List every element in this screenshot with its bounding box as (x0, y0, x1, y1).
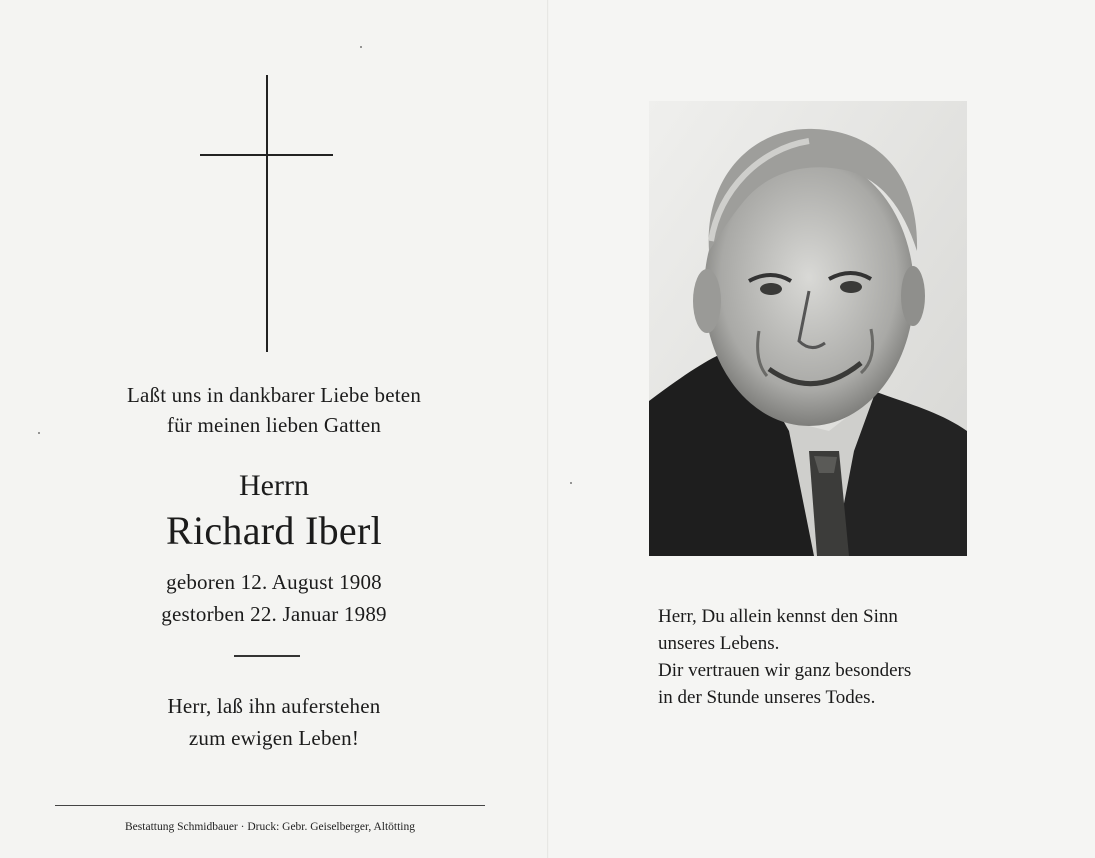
portrait-photo (649, 101, 967, 556)
intro-line-2: für meinen lieben Gatten (166, 413, 382, 437)
deceased-name: Richard Iberl (165, 508, 383, 553)
cross-horizontal-bar (200, 154, 333, 156)
prayer-line-1: Herr, laß ihn auferstehen (167, 694, 381, 718)
death-date: gestorben 22. Januar 1989 (161, 602, 387, 626)
paper-speck (360, 46, 362, 48)
short-divider (234, 655, 300, 657)
intro-text (0, 380, 548, 440)
verse-text (658, 603, 1038, 711)
verse-line-4: in der Stunde unseres Todes. (658, 687, 876, 708)
cross-vertical-bar (266, 75, 268, 352)
verse-line-3: Dir vertrauen wir ganz besonders (658, 660, 912, 681)
intro-line-1: Laßt uns in dankbarer Liebe beten (126, 383, 422, 407)
honorific-title: Herrn (239, 469, 309, 502)
prayer-line-2: zum ewigen Leben! (188, 726, 360, 750)
portrait-illustration (649, 101, 967, 556)
verse-line-2: unseres Lebens. (658, 633, 780, 654)
imprint-divider (55, 805, 485, 806)
paper-speck (570, 482, 572, 484)
life-dates (0, 566, 548, 630)
birth-date: geboren 12. August 1908 (166, 570, 382, 594)
imprint-text: Bestattung Schmidbauer · Druck: Gebr. Geiselberger, Altötting (125, 821, 415, 833)
paper-speck (38, 432, 40, 434)
verse-line-1: Herr, Du allein kennst den Sinn (658, 606, 898, 627)
prayer-text (0, 690, 548, 754)
